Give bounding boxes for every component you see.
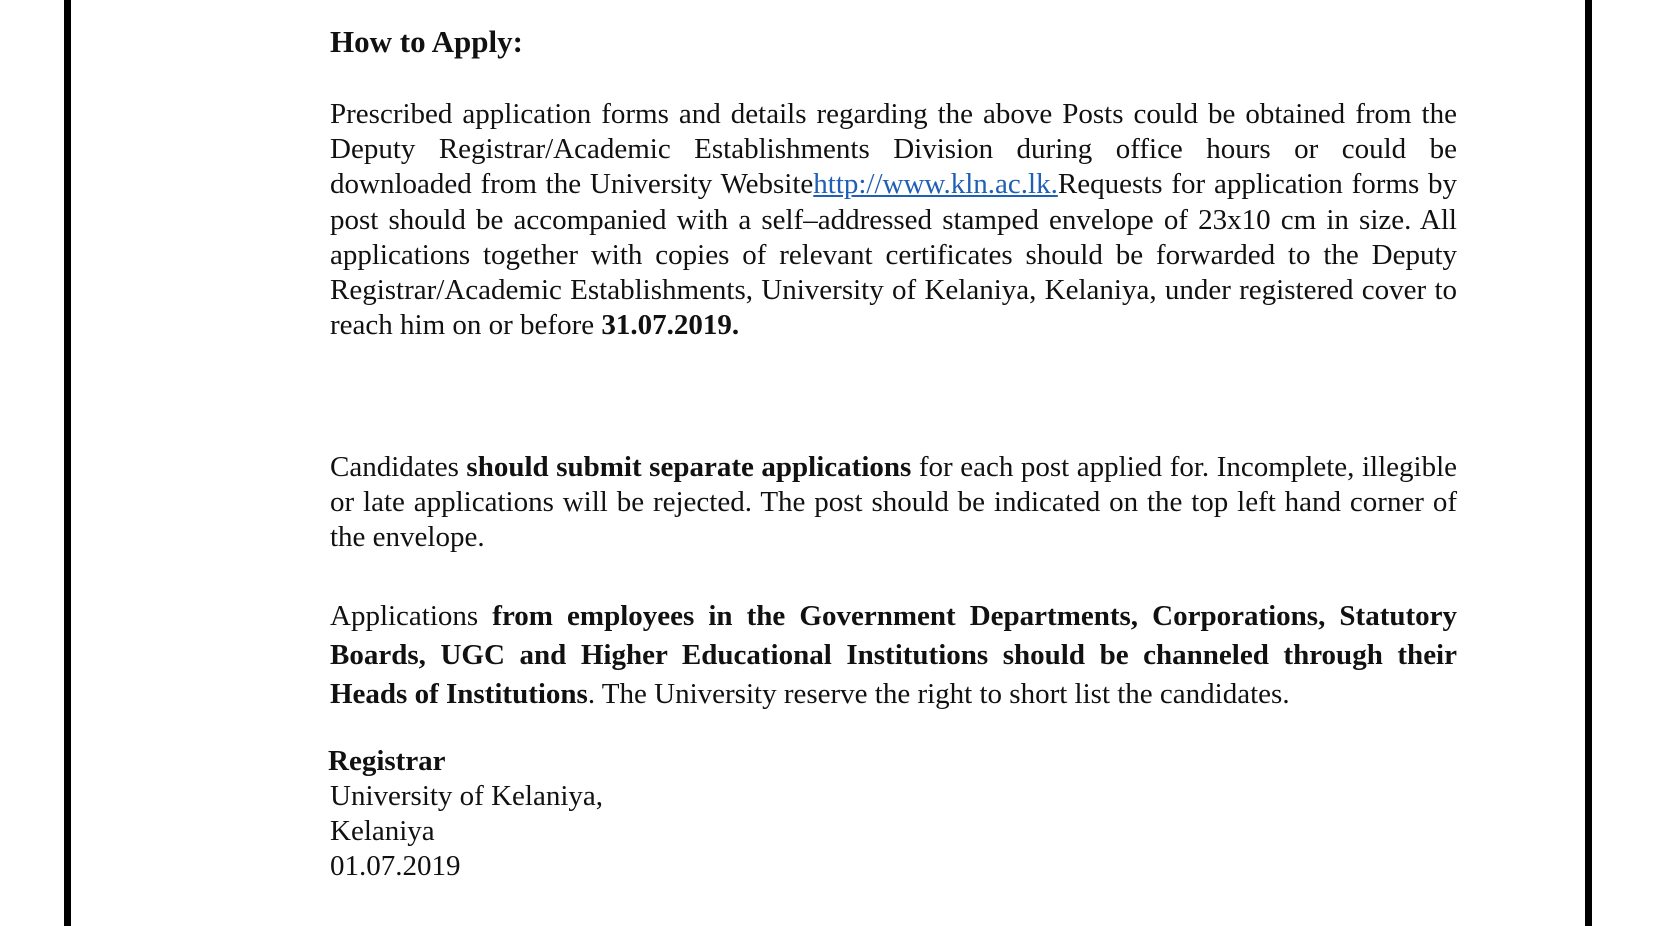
signatory-title: Registrar <box>328 745 446 777</box>
page-border-right <box>1585 0 1592 926</box>
paragraph-application-forms <box>330 97 1457 343</box>
deadline-date: 31.07.2019. <box>601 309 740 342</box>
document-date: 01.07.2019 <box>330 850 461 882</box>
page-border-left <box>64 0 71 926</box>
section-heading: How to Apply: <box>330 24 523 59</box>
paragraph-text: Prescribed application forms and details regarding the above Posts could be obtained from the Deputy Registrar/Academic Establishments Division during office hours or could be downloaded from the University Website <box>330 98 1457 201</box>
paragraph-text: Applications <box>330 600 493 632</box>
signature-block <box>328 744 603 884</box>
university-website-link[interactable]: http://www.kln.ac.lk. <box>813 168 1058 201</box>
paragraph-text: Candidates <box>330 451 467 483</box>
paragraph-separate-applications <box>330 450 1457 556</box>
paragraph-text: . The University reserve the right to short list the candidates. <box>587 678 1290 710</box>
signatory-location: Kelaniya <box>330 815 435 847</box>
signatory-institution: University of Kelaniya, <box>330 780 604 812</box>
paragraph-government-employees <box>330 597 1457 714</box>
paragraph-text: Requests for application forms by post should be accompanied with a self–addressed stamped envelope of 23x10 cm in size. All applications together with copies of relevant certificates should be forwarded to the Deputy Registrar/Academic Establishments, University of Kelaniya, Kelaniya, under registered cover to reach him on or before <box>330 168 1458 342</box>
bold-text: should submit separate applications <box>466 451 912 483</box>
paragraph-text: for each post applied for. Incomplete, illegible or late applications will be rejected. The post should be indicated on the top left hand corner of the envelope. <box>330 451 1458 554</box>
bold-text: from employees in the Government Departments, Corporations, Statutory Boards, UGC and Higher Educational Institutions should be channeled through their Heads of Institutions <box>330 600 1458 710</box>
